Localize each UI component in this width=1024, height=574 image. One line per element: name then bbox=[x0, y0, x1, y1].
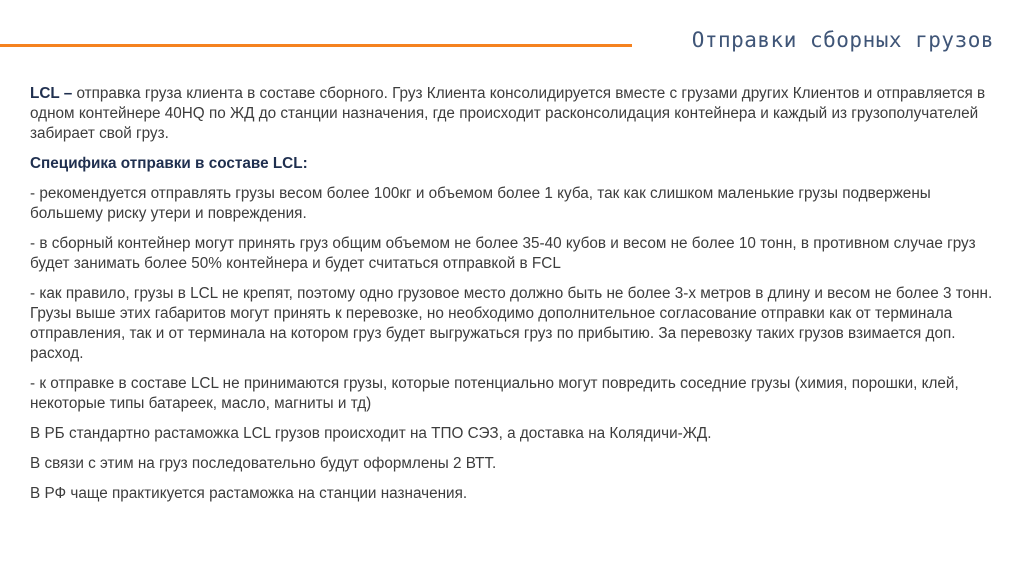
note-paragraph: В РФ чаще практикуется растаможка на станции назначения. bbox=[30, 485, 468, 502]
specifics-heading: Специфика отправки в составе LCL: bbox=[30, 155, 308, 172]
title-accent-rule bbox=[0, 44, 632, 47]
intro-paragraph bbox=[30, 84, 994, 144]
specifics-item: - как правило, грузы в LCL не крепят, поэтому одно грузовое место должно быть не более 3-х метров в длину и весом не более 3 тонн. Грузы выше этих габаритов могут принять к перевозке, но необходимо дополнительное согласование отправки как от терминала отправления, так и от терминала на котором груз будет выгружаться груз по прибытию. За перевозку таких грузов взимается доп. расход. bbox=[30, 285, 993, 362]
intro-term: LCL – bbox=[30, 85, 73, 102]
slide-body bbox=[30, 84, 994, 514]
note-paragraph: В РБ стандартно растаможка LCL грузов происходит на ТПО СЭЗ, а доставка на Колядичи-ЖД. bbox=[30, 425, 712, 442]
note-paragraph: В связи с этим на груз последовательно будут оформлены 2 ВТТ. bbox=[30, 455, 497, 472]
intro-text: отправка груза клиента в составе сборного. Груз Клиента консолидируется вместе с грузами других Клиентов и отправляется в одном контейнере 40HQ по ЖД до станции назначения, где происходит расконсолидация контейнера и каждый из грузополучателей забирает свой груз. bbox=[30, 85, 986, 142]
specifics-item: - в сборный контейнер могут принять груз общим объемом не более 35-40 кубов и весом не более 10 тонн, в противном случае груз будет занимать более 50% контейнера и будет считаться отправкой в FCL bbox=[30, 235, 976, 272]
slide-title: Отправки сборных грузов bbox=[691, 28, 994, 52]
specifics-item: - к отправке в составе LCL не принимаются грузы, которые потенциально могут повредить соседние грузы (химия, порошки, клей, некоторые типы батареек, масло, магниты и тд) bbox=[30, 375, 959, 412]
specifics-item: - рекомендуется отправлять грузы весом более 100кг и объемом более 1 куба, так как слишком маленькие грузы подвержены большему риску утери и повреждения. bbox=[30, 185, 931, 222]
